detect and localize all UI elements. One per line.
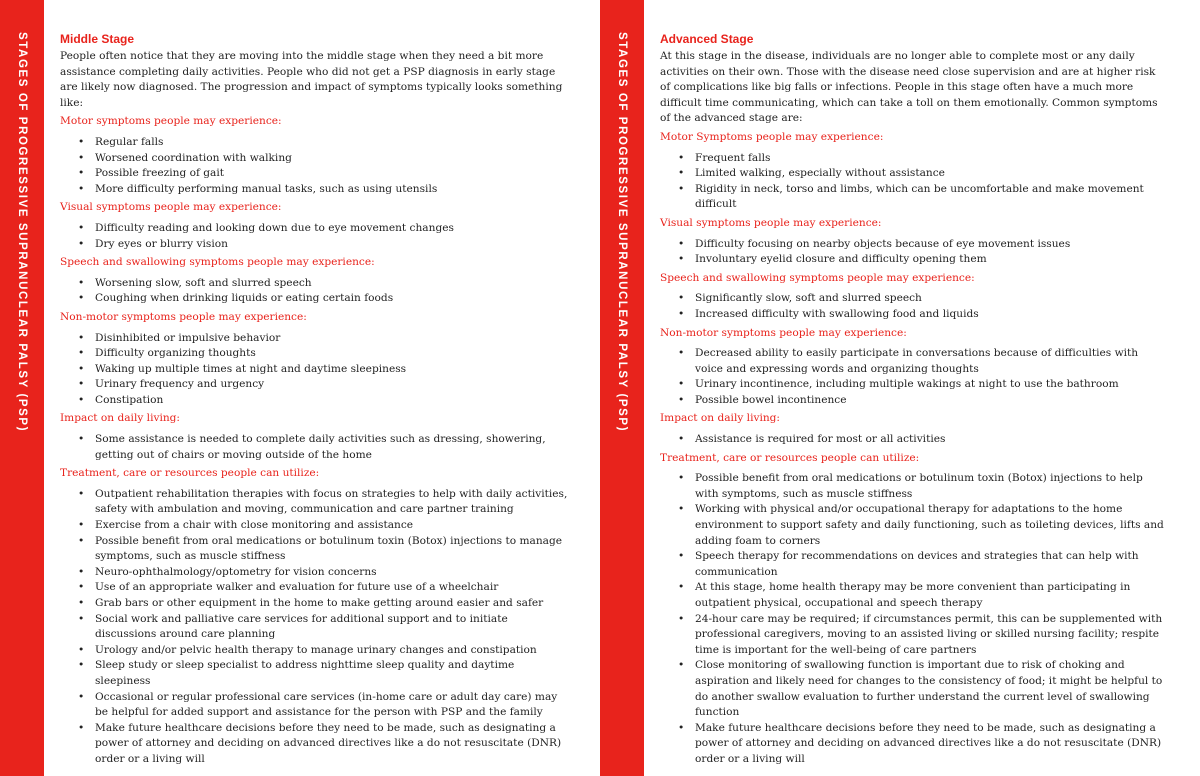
list-item: • Assistance is required for most or all activities [695,432,1165,448]
sections-container [660,130,1165,768]
list-item: • Grab bars or other equipment in the home to make getting around easier and safer [95,596,568,612]
section-heading: Speech and swallowing symptoms people may experience: [60,256,375,269]
section-heading: Treatment, care or resources people can utilize: [60,467,320,480]
section-heading: Non-motor symptoms people may experience: [660,326,907,339]
list-item: • Difficulty organizing thoughts [95,346,568,362]
bullet-list [60,221,568,252]
list-item: • Waking up multiple times at night and daytime sleepiness [95,362,568,378]
list-item: • Occasional or regular professional care services (in-home care or adult day care) may be helpful for added support and assistance for the person with PSP and the family [95,690,568,721]
list-item: • Disinhibited or impulsive behavior [95,331,568,347]
section-heading: Treatment, care or resources people can utilize: [660,451,920,464]
list-item: • Increased difficulty with swallowing food and liquids [695,307,1165,323]
list-item: • Dry eyes or blurry vision [95,237,568,253]
list-item: • Working with physical and/or occupational therapy for adaptations to the home environment to support safety and daily functioning, such as toileting devices, lifts and adding foam to corners [695,502,1165,549]
list-item: • Use of an appropriate walker and evaluation for future use of a wheelchair [95,580,568,596]
list-item: • Limited walking, especially without assistance [695,166,1165,182]
side-banner-title: STAGES OF PROGRESSIVE SUPRANUCLEAR PALSY (PSP) [616,32,628,433]
side-banner-left [0,0,44,776]
list-item: • Make future healthcare decisions before they need to be made, such as designating a power of attorney and deciding on advanced directives like a do not resuscitate (DNR) order or a living will [95,721,568,768]
list-item: • Worsened coordination with walking [95,151,568,167]
list-item: • Speech therapy for recommendations on devices and strategies that can help with communication [695,549,1165,580]
bullet-list [60,487,568,768]
list-item: • Possible benefit from oral medications or botulinum toxin (Botox) injections to manage symptoms, such as muscle stiffness [95,534,568,565]
list-item: • Outpatient rehabilitation therapies with focus on strategies to help with daily activities, safety with ambulation and moving, communication and care partner training [95,487,568,518]
list-item: • Regular falls [95,135,568,151]
page-title: Middle Stage [60,32,135,46]
list-item: • Urinary incontinence, including multiple wakings at night to use the bathroom [695,377,1165,393]
list-item: • Rigidity in neck, torso and limbs, which can be uncomfortable and make movement difficult [695,182,1165,213]
bullet-list [60,331,568,409]
list-item: • Some assistance is needed to complete daily activities such as dressing, showering, getting out of chairs or moving outside of the home [95,432,568,463]
section-heading: Motor Symptoms people may experience: [660,130,884,143]
side-banner-right [600,0,644,776]
bullet-list [660,432,1165,448]
bullet-list [660,237,1165,268]
side-banner-title: STAGES OF PROGRESSIVE SUPRANUCLEAR PALSY (PSP) [16,32,28,433]
list-item: • Neuro-ophthalmology/optometry for vision concerns [95,565,568,581]
sections-container [60,114,568,767]
list-item: • Urology and/or pelvic health therapy to manage urinary changes and constipation [95,643,568,659]
section-heading: Visual symptoms people may experience: [60,201,282,214]
section-heading: Impact on daily living: [660,412,781,425]
list-item: • Difficulty reading and looking down due to eye movement changes [95,221,568,237]
list-item: • Possible benefit from oral medications or botulinum toxin (Botox) injections to help with symptoms, such as muscle stiffness [695,471,1165,502]
advanced-stage-page [660,31,1165,771]
list-item: • Possible freezing of gait [95,166,568,182]
list-item: • Significantly slow, soft and slurred speech [695,291,1165,307]
list-item: • Difficulty focusing on nearby objects because of eye movement issues [695,237,1165,253]
list-item: • Exercise from a chair with close monitoring and assistance [95,518,568,534]
intro-paragraph: People often notice that they are moving into the middle stage when they need a bit more assistance completing daily activities. People who did not get a PSP diagnosis in early stage are likely now diagnosed. The progression and impact of symptoms typically looks something like: [60,50,563,109]
list-item: • Involuntary eyelid closure and difficulty opening them [695,252,1165,268]
bullet-list [60,276,568,307]
list-item: • Make future healthcare decisions before they need to be made, such as designating a power of attorney and deciding on advanced directives like a do not resuscitate (DNR) order or a living will [695,721,1165,768]
list-item: • More difficulty performing manual tasks, such as using utensils [95,182,568,198]
bullet-list [660,471,1165,767]
middle-stage-page [60,31,568,771]
bullet-list [660,291,1165,322]
list-item: • Sleep study or sleep specialist to address nighttime sleep quality and daytime sleepiness [95,658,568,689]
list-item: • Decreased ability to easily participate in conversations because of difficulties with voice and expressing words and organizing thoughts [695,346,1165,377]
list-item: • Coughing when drinking liquids or eating certain foods [95,291,568,307]
list-item: • Frequent falls [695,151,1165,167]
page-title: Advanced Stage [660,32,754,46]
section-heading: Non-motor symptoms people may experience: [60,310,307,323]
list-item: • Social work and palliative care services for additional support and to initiate discussions around care planning [95,612,568,643]
bullet-list [60,432,568,463]
list-item: • Possible bowel incontinence [695,393,1165,409]
section-heading: Motor symptoms people may experience: [60,115,282,128]
section-heading: Impact on daily living: [60,412,181,425]
list-item: • At this stage, home health therapy may be more convenient than participating in outpatient physical, occupational and speech therapy [695,580,1165,611]
section-heading: Speech and swallowing symptoms people may experience: [660,271,975,284]
section-heading: Visual symptoms people may experience: [660,216,882,229]
bullet-list [660,346,1165,408]
intro-paragraph: At this stage in the disease, individuals are no longer able to complete most or any daily activities on their own. Those with the disease need close supervision and are at higher risk of complications like big falls or infections. People in this stage often have a much more difficult time communicating, which can take a toll on them emotionally. Common symptoms of the advanced stage are: [660,50,1158,125]
list-item: • Urinary frequency and urgency [95,377,568,393]
bullet-list [660,151,1165,213]
list-item: • Constipation [95,393,568,409]
list-item: • Close monitoring of swallowing function is important due to risk of choking and aspiration and likely need for changes to the consistency of food; it might be helpful to do another swallow evaluation to further understand the current level of swallowing function [695,658,1165,720]
page-gutter [570,0,600,776]
list-item: • Worsening slow, soft and slurred speech [95,276,568,292]
bullet-list [60,135,568,197]
list-item: • 24-hour care may be required; if circumstances permit, this can be supplemented with professional caregivers, moving to an assisted living or skilled nursing facility; respite time is important for the well-being of care partners [695,612,1165,659]
